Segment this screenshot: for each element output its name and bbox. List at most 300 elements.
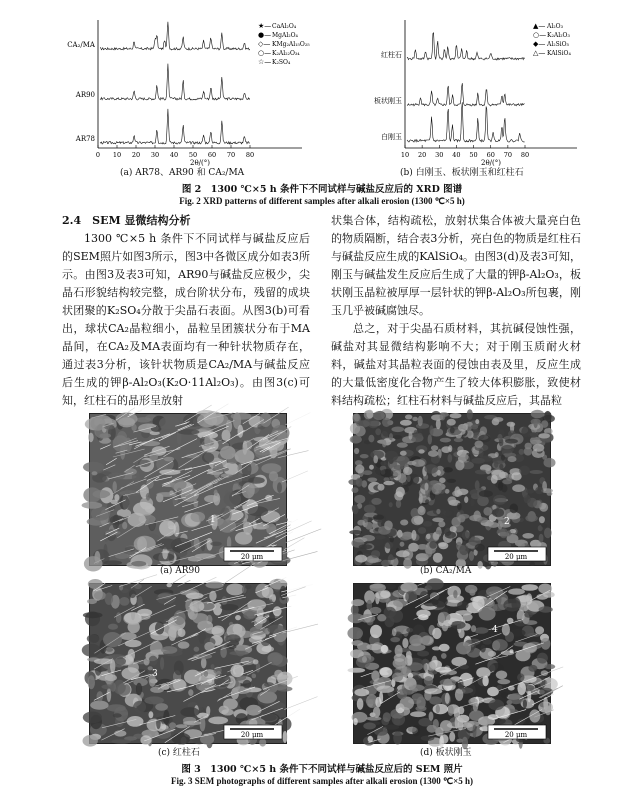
legend-entry: K₂Al₂O₃ — [547, 32, 570, 39]
sem-grain — [544, 664, 555, 669]
sem-grain — [408, 727, 417, 732]
text-column-right — [331, 212, 581, 410]
sem-grain — [429, 425, 433, 435]
sem-grain — [440, 438, 451, 443]
sem-grain — [400, 536, 410, 540]
sem-ridge — [282, 624, 318, 633]
sem-grain — [409, 635, 422, 647]
scale-bar-label: 20 μm — [240, 553, 264, 561]
sem-grain — [384, 607, 396, 618]
sem-grain — [228, 475, 241, 484]
sem-grain — [381, 645, 388, 653]
sem-grain — [105, 674, 117, 681]
sem-grain — [528, 665, 537, 672]
x-tick-label: 40 — [452, 151, 461, 159]
sem-grain — [451, 517, 460, 527]
sem-grain — [365, 522, 373, 530]
sem-grain — [373, 411, 385, 420]
sem-grain — [439, 478, 446, 484]
sem-grain — [507, 530, 512, 536]
sem-grain — [405, 591, 417, 603]
sem-grain — [156, 592, 175, 604]
sem-grain — [348, 668, 366, 673]
x-tick-label: 30 — [150, 151, 160, 159]
plot-frame — [98, 20, 302, 148]
region-marker: 4 — [492, 625, 498, 635]
sem-grain — [470, 499, 474, 507]
xrd-trace — [100, 109, 250, 144]
sem-grain — [445, 693, 450, 704]
sem-grain — [416, 610, 430, 618]
series-label: 红柱石 — [381, 51, 402, 59]
xrd-trace — [407, 83, 525, 106]
sem-grain — [424, 688, 442, 694]
sem-grain — [432, 646, 441, 650]
sem-grain — [137, 596, 144, 609]
sem-grain — [405, 415, 412, 420]
sem-grain — [211, 664, 215, 669]
sem-grain — [272, 594, 276, 602]
sem-grain — [150, 687, 164, 693]
sem-grain — [443, 620, 452, 626]
sem-grain — [176, 724, 188, 728]
sem-grain — [475, 441, 484, 448]
sem-grain — [370, 607, 382, 614]
sem-grain — [210, 542, 222, 546]
sem-grain — [403, 558, 412, 569]
sem-grain — [381, 560, 390, 567]
legend-entry: KAlSiO₄ — [547, 50, 571, 57]
sem-grain — [498, 482, 503, 491]
sem-grain — [213, 463, 223, 470]
sem-grain — [369, 465, 374, 470]
sem-grain — [371, 670, 379, 681]
sem-grain — [352, 640, 364, 646]
sem-grain — [539, 534, 544, 543]
sem-grain — [459, 545, 469, 555]
sem-grain — [501, 445, 514, 454]
sem-grain — [501, 692, 508, 698]
sem-grain — [396, 487, 405, 498]
sem-grain — [375, 428, 381, 435]
legend-symbol: ○— — [258, 49, 272, 57]
sem-grain — [412, 530, 417, 540]
sem-grain — [92, 471, 98, 475]
sem-grain — [479, 490, 493, 497]
xrd-chart-a — [67, 8, 320, 168]
sem-grain — [178, 628, 186, 637]
sem-grain — [418, 506, 426, 515]
sem-grain — [406, 628, 413, 633]
sem-grain — [390, 536, 394, 542]
sem-grain — [167, 583, 172, 587]
sem-grain — [264, 682, 274, 687]
sem-grain — [525, 515, 538, 522]
sem-grain — [267, 625, 285, 634]
sem-grain — [519, 449, 525, 455]
sem-grain — [261, 638, 270, 647]
sem-grain — [160, 657, 164, 670]
sem-grain — [188, 689, 193, 696]
sem-grain — [94, 591, 106, 600]
sem-grain — [541, 524, 547, 528]
sem-grain — [161, 646, 177, 654]
sem-grain — [418, 527, 426, 534]
sem-grain — [106, 648, 113, 652]
sem-grain — [381, 470, 386, 475]
figure3-title-en: Fig. 3 SEM photographs of different samples after alkali erosion (1300 ℃×5 h) — [171, 776, 473, 786]
sem-grain — [457, 503, 462, 510]
sem-grain — [467, 409, 473, 420]
sem-grain — [460, 454, 469, 461]
section-heading: 2.4 SEM 显微结构分析 — [62, 214, 191, 227]
sem-grain — [436, 705, 440, 713]
sem-grain — [99, 433, 111, 438]
sem-grain — [380, 461, 386, 466]
sem-grain — [535, 487, 543, 495]
sem-grain — [502, 479, 512, 484]
sem-grain — [103, 632, 122, 647]
sem-grain — [136, 417, 151, 422]
x-tick-label: 40 — [169, 151, 179, 159]
sem-grain — [455, 460, 464, 471]
legend-symbol: ◇— — [258, 40, 271, 48]
sem-grain — [382, 440, 386, 448]
sem-grain — [438, 521, 445, 527]
sem-grain — [431, 445, 438, 450]
sem-grain — [478, 561, 483, 569]
sem-grain — [410, 711, 426, 717]
sem-grain — [525, 443, 532, 450]
sem-grain — [87, 634, 99, 642]
sem-grain — [389, 502, 393, 507]
sem-grain — [400, 582, 417, 592]
sem-grain — [108, 473, 125, 481]
sem-grain — [418, 449, 424, 453]
x-axis-label: 2θ/(°) — [481, 159, 501, 167]
sem-grain — [370, 625, 382, 638]
legend-entry: Al₂O₃ — [547, 23, 563, 30]
sem-image-ar90 — [89, 413, 287, 566]
sem-grain — [136, 683, 142, 696]
sem-grain — [383, 712, 391, 722]
sem-grain — [392, 672, 403, 681]
x-tick-label: 80 — [520, 151, 530, 159]
sem-grain — [370, 584, 384, 589]
sem-grain — [156, 717, 161, 729]
sem-grain — [88, 675, 95, 689]
sem-grain — [517, 682, 526, 695]
sem-caption-d: (d) 板状刚玉 — [420, 748, 472, 758]
sem-grain — [392, 628, 397, 636]
sem-grain — [180, 707, 199, 717]
sem-grain — [374, 728, 388, 736]
sem-grain — [362, 535, 375, 541]
sem-grain — [137, 609, 152, 617]
sem-grain — [104, 560, 123, 565]
sem-grain — [432, 628, 441, 639]
sem-grain — [450, 427, 455, 433]
sem-grain — [451, 621, 466, 629]
sem-grain — [522, 533, 534, 539]
paragraph: 1300 ℃×5 h 条件下不同试样与碱盐反应后的SEM照片如图3所示，图3中各微区成分如表3所示。由图3及表3可知，AR90与碱盐反应极少，尖晶石形貌结构较完整，成台阶状分布，残留的成块状团聚的K₂SO₄分散于尖晶石表面。从图3(b)可看出，球状CA₂晶粒细小，晶粒呈团簇状分布于MA晶间，在CA₂及MA表面均有一种针状物质存在，通过表3分析，该针状物质是CA₂/MA与碱盐反应后生成的钾β-Al₂O₃(K₂O·11Al₂O₃)。由图3(c)可知，红柱石的晶形呈放射 — [62, 232, 310, 407]
sem-grain — [382, 426, 390, 436]
sem-grain — [469, 589, 475, 596]
sem-grain — [242, 482, 255, 498]
sem-grain — [524, 495, 531, 503]
sem-grain — [497, 594, 501, 605]
sem-grain — [433, 704, 448, 714]
xrd-chart-b — [345, 8, 595, 168]
sem-grain — [455, 689, 463, 701]
sem-grain — [356, 478, 363, 487]
x-tick-label: 70 — [503, 151, 512, 159]
sem-image-andalusite — [89, 583, 287, 744]
sem-grain — [394, 465, 404, 470]
sem-grain — [169, 722, 176, 729]
sem-grain — [428, 661, 436, 671]
sem-grain — [110, 659, 115, 673]
sem-grain — [544, 528, 552, 539]
sem-grain — [456, 642, 471, 655]
legend-symbol: ●— — [258, 31, 272, 39]
sem-grain — [101, 684, 114, 689]
sem-grain — [415, 706, 426, 712]
sem-grain — [394, 654, 406, 662]
sem-grain — [445, 531, 456, 538]
sem-grain — [373, 706, 380, 717]
region-marker: 1 — [210, 515, 216, 525]
sem-grain — [389, 433, 393, 440]
sem-grain — [427, 725, 437, 733]
sem-grain — [418, 416, 423, 426]
sem-grain — [448, 454, 453, 463]
figure2-caption-a: (a) AR78、AR90 和 CA₂/MA — [120, 168, 245, 178]
sem-grain — [400, 420, 412, 426]
sem-grain — [214, 674, 231, 687]
sem-grain — [501, 455, 505, 461]
sem-grain — [354, 689, 369, 697]
sem-grain — [539, 516, 545, 523]
series-label: AR78 — [75, 135, 95, 143]
sem-grain — [371, 498, 381, 505]
sem-grain — [469, 551, 474, 561]
sem-grain — [409, 432, 413, 440]
sem-grain — [90, 417, 105, 431]
sem-grain — [397, 442, 408, 447]
sem-grain — [151, 426, 162, 432]
sem-grain — [447, 479, 456, 483]
xrd-trace — [407, 102, 525, 142]
x-tick-label: 0 — [95, 151, 101, 159]
sem-grain — [243, 518, 247, 534]
legend-entry: Al₂SiO₅ — [547, 41, 570, 48]
x-axis-label: 2θ/(°) — [190, 159, 210, 167]
sem-grain — [433, 553, 443, 563]
x-tick-label: 30 — [435, 151, 444, 159]
sem-grain — [446, 510, 455, 518]
legend-symbol: ★— — [258, 22, 272, 30]
sem-grain — [83, 612, 103, 618]
sem-grain — [380, 590, 390, 598]
sem-grain — [524, 612, 533, 618]
sem-grain — [496, 671, 507, 680]
sem-grain — [493, 417, 503, 422]
sem-grain — [383, 481, 394, 485]
sem-grain — [407, 461, 416, 465]
sem-grain — [378, 484, 385, 491]
sem-ridge — [286, 529, 322, 543]
sem-grain — [547, 492, 553, 496]
sem-grain — [423, 521, 433, 527]
sem-grain — [172, 733, 191, 745]
scale-bar-label: 20 μm — [240, 731, 264, 739]
sem-grain — [95, 664, 102, 675]
sem-grain — [453, 590, 457, 598]
sem-grain — [246, 705, 262, 716]
sem-grain — [131, 561, 146, 567]
sem-grain — [113, 713, 122, 717]
sem-grain — [226, 583, 244, 595]
sem-grain — [425, 499, 429, 504]
sem-grain — [159, 417, 180, 430]
sem-grain — [448, 445, 452, 452]
sem-grain — [477, 517, 488, 523]
sem-grain — [173, 545, 179, 552]
sem-grain — [497, 685, 503, 690]
sem-grain — [155, 703, 168, 711]
sem-grain — [510, 504, 519, 514]
sem-grain — [235, 532, 252, 545]
sem-grain — [499, 464, 503, 470]
figure2-caption-b: (b) 白刚玉、板状刚玉和红柱石 — [400, 168, 524, 178]
sem-grain — [471, 458, 485, 464]
sem-grain — [537, 653, 548, 664]
sem-grain — [471, 424, 478, 429]
sem-grain — [375, 593, 379, 605]
sem-grain — [425, 464, 438, 474]
sem-grain — [87, 599, 97, 604]
sem-grain — [350, 435, 362, 443]
sem-grain — [224, 492, 242, 507]
sem-grain — [380, 667, 393, 677]
sem-grain — [204, 642, 214, 651]
sem-grain — [440, 413, 446, 420]
figure2-title-en: Fig. 2 XRD patterns of different samples after alkali erosion (1300 ℃×5 h) — [179, 196, 465, 206]
sem-grain — [155, 622, 164, 635]
sem-grain — [510, 649, 514, 653]
sem-grain — [429, 541, 437, 549]
sem-grain — [360, 614, 376, 623]
sem-image-ca2-ma — [353, 413, 551, 566]
sem-grain — [353, 718, 358, 725]
sem-grain — [443, 467, 453, 472]
sem-grain — [497, 679, 510, 684]
sem-ridge — [286, 413, 311, 425]
sem-grain — [83, 735, 98, 747]
series-label: AR90 — [75, 91, 95, 99]
sem-grain — [439, 644, 450, 652]
sem-grain — [371, 550, 380, 558]
figure3-title-zh: 图 3 1300 ℃×5 h 条件下不同试样与碱盐反应后的 SEM 照片 — [181, 764, 463, 775]
sem-grain — [428, 434, 432, 444]
sem-grain — [486, 468, 491, 474]
legend-symbol: △— — [533, 49, 546, 57]
sem-grain — [495, 452, 499, 457]
region-marker: 2 — [504, 517, 510, 527]
x-tick-label: 50 — [469, 151, 478, 159]
sem-grain — [354, 448, 359, 454]
sem-grain — [82, 644, 101, 657]
sem-grain — [159, 469, 180, 475]
sem-grain — [412, 693, 423, 700]
sem-grain — [357, 520, 365, 526]
x-tick-label: 20 — [131, 151, 141, 159]
sem-grain — [482, 676, 488, 687]
legend-entry: MgAl₂O₄ — [272, 32, 298, 39]
sem-grain — [111, 739, 131, 744]
sem-grain — [277, 482, 282, 493]
sem-grain — [544, 411, 551, 420]
sem-grain — [508, 588, 525, 594]
paragraph: 状集合体，结构疏松，放射状集合体被大量亮白色的物质隔断，结合表3分析，亮白色的物质是红柱石与碱盐反应生成的KAlSiO₄。由图3(d)及表3可知，刚玉与碱盐发生反应后生成了大量的钾β-Al₂O₃，板状刚玉晶粒被厚厚一层针状的钾β-Al₂O₃所包裹，刚玉几乎被碱腐蚀尽。 — [331, 214, 581, 317]
sem-grain — [479, 449, 484, 458]
sem-grain — [393, 731, 402, 744]
sem-grain — [174, 661, 184, 676]
sem-grain — [448, 496, 457, 504]
sem-grain — [412, 417, 418, 421]
sem-grain — [526, 489, 535, 493]
sem-grain — [449, 732, 455, 742]
sem-grain — [192, 474, 197, 483]
sem-grain — [349, 530, 362, 535]
legend-symbol: ▲— — [533, 22, 546, 30]
sem-grain — [448, 705, 454, 716]
sem-grain — [474, 627, 488, 634]
sem-grain — [113, 481, 117, 492]
sem-grain — [406, 677, 415, 687]
sem-grain — [108, 624, 118, 630]
scale-bar-label: 20 μm — [504, 731, 528, 739]
sem-grain — [227, 644, 237, 649]
sem-grain — [107, 688, 112, 702]
sem-grain — [373, 455, 378, 463]
sem-grain — [429, 696, 442, 704]
sem-grain — [357, 698, 364, 710]
sem-grain — [220, 604, 238, 610]
sem-grain — [280, 586, 287, 600]
sem-caption-a: (a) AR90 — [160, 566, 200, 576]
sem-grain — [480, 645, 485, 653]
sem-grain — [347, 627, 363, 639]
sem-grain — [149, 452, 158, 461]
x-tick-label: 60 — [486, 151, 495, 159]
sem-grain — [262, 587, 274, 599]
sem-grain — [440, 679, 457, 686]
sem-grain — [223, 699, 238, 710]
x-tick-label: 60 — [207, 151, 217, 159]
xrd-trace — [407, 33, 525, 60]
sem-grain — [128, 621, 140, 633]
sem-grain — [363, 723, 376, 730]
xrd-trace — [100, 64, 250, 100]
sem-caption-c: (c) 红柱石 — [158, 748, 200, 758]
sem-grain — [471, 625, 476, 632]
sem-grain — [88, 579, 103, 589]
figure2-title-zh: 图 2 1300 ℃×5 h 条件下不同试样与碱盐反应后的 XRD 图谱 — [181, 184, 463, 195]
x-tick-label: 10 — [112, 151, 122, 159]
sem-grain — [407, 475, 411, 482]
